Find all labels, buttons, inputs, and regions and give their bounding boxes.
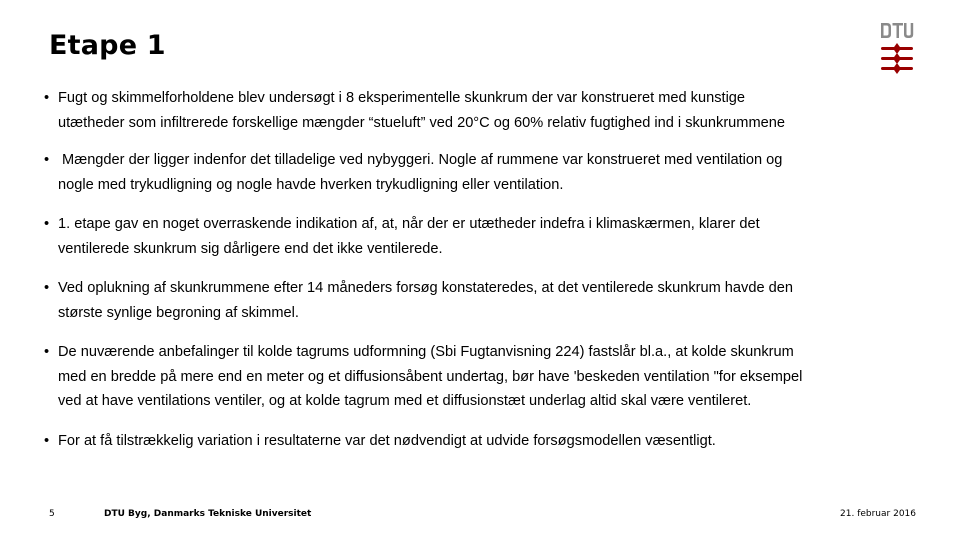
bullet-line: 1. etape gav en noget overraskende indikation af, at, når der er utætheder indefra i klimaskærmen, klarer det [58,216,760,232]
bullet-line: Fugt og skimmelforholdene blev undersøgt i 8 eksperimentelle skunkrum der var konstrueret med kunstige [58,90,746,106]
bullet-item [44,340,924,414]
bullet-item [44,212,924,261]
bullet-text [58,86,924,135]
bullet-text [58,148,924,197]
bullet-marker: • [44,433,50,449]
bullet-line: ventilerede skunkrum sig dårligere end det ikke ventilerede. [58,240,443,257]
bullet-marker: • [44,90,50,106]
bullet-marker: • [44,280,50,296]
bullet-line: største synlige begroning af skimmel. [58,304,299,321]
bullet-line: Mængder der ligger indenfor det tilladelige ved nybyggeri. Nogle af rummene var konstrueret med ventilation og [58,152,783,168]
page-number: 5 [49,509,55,519]
dtu-logo [878,20,918,80]
bullet-item [44,148,924,197]
bullet-line: nogle med trykudligning og nogle havde hverken trykudligning eller ventilation. [58,176,564,193]
bullet-line: med en bredde på mere end en meter og et diffusionsåbent undertag, bør have 'beskeden ventilation "for eksempel [58,368,803,385]
dtu-logo-icon [878,20,918,80]
bullet-item [44,429,924,454]
bullet-item [44,86,924,135]
bullet-text [58,340,924,414]
bullet-line: De nuværende anbefalinger til kolde tagrums udformning (Sbi Fugtanvisning 224) fastslår bl.a., at kolde skunkrum [58,344,794,360]
bullet-text [58,212,924,261]
bullet-item [44,276,924,325]
footer-organization: DTU Byg, Danmarks Tekniske Universitet [104,509,312,519]
bullet-line: Ved oplukning af skunkrummene efter 14 måneders forsøg konstateredes, at det ventilerede skunkrum havde den [58,280,793,296]
footer-date: 21. februar 2016 [840,509,916,519]
bullet-marker: • [44,152,50,168]
bullet-line: utætheder som infiltrerede forskellige mængder “stueluft” ved 20°C og 60% relativ fugtighed ind i skunkrummene [58,114,785,131]
bullet-marker: • [44,344,50,360]
bullet-text [58,429,924,454]
bullet-line: ved at have ventilations ventiler, og at kolde tagrum med et diffusionstæt underlag altid skal være ventileret. [58,393,752,409]
slide-title: Etape 1 [49,30,166,61]
bullet-line: For at få tilstrækkelig variation i resultaterne var det nødvendigt at udvide forsøgsmodellen væsentligt. [58,433,716,449]
bullet-marker: • [44,216,50,232]
bullet-text [58,276,924,325]
